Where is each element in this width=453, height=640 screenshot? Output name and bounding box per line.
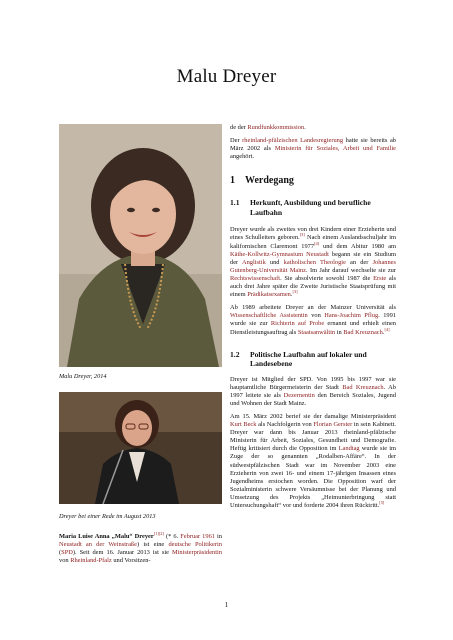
intro-paragraph bbox=[59, 530, 222, 565]
person-name: Maria Luise Anna „Malu“ Dreyer bbox=[59, 533, 154, 540]
text: und Vorsitzen- bbox=[111, 557, 151, 565]
link-landesregierung[interactable]: rheinland-pfälzischen Landesregierung bbox=[242, 137, 344, 145]
text: . bbox=[382, 328, 385, 336]
link-neustadt[interactable]: Neustadt an der Weinstraße bbox=[59, 541, 137, 549]
link-landtag[interactable]: Landtag bbox=[338, 445, 360, 453]
ref-3[interactable]: [3] bbox=[299, 232, 305, 238]
text: Der bbox=[230, 137, 243, 145]
link-spd[interactable]: SPD bbox=[61, 549, 73, 557]
paragraph-politik-1 bbox=[230, 376, 396, 408]
ref-4[interactable]: [4] bbox=[314, 240, 320, 246]
link-praedikatsexamen[interactable]: Prädikatsexamen bbox=[247, 291, 291, 299]
left-column bbox=[59, 124, 222, 565]
link-kurt-beck[interactable]: Kurt Beck bbox=[230, 421, 257, 429]
subsection-title: Politische Laufbahn auf lokaler und Landesebene bbox=[250, 349, 367, 369]
link-pflug[interactable]: Hans-Joachim Pflug bbox=[324, 312, 379, 320]
subsection-number: 1.1 bbox=[230, 198, 240, 208]
link-politician[interactable]: deutsche Politikerin bbox=[168, 541, 222, 549]
text: in bbox=[335, 328, 344, 336]
text: in sein Kabinett. Dreyer war dann bis Januar 2013 rheinland-pfälzische Ministerin für Arbeit, Soziales, Gesundheit und Demografie. Heftig kritisiert durch die Opposition im bbox=[230, 421, 396, 453]
subsection-heading-herkunft bbox=[230, 198, 396, 217]
link-birthdate[interactable]: Februar 1961 bbox=[180, 533, 215, 540]
text: . Im Jahr darauf wechselte sie zur bbox=[306, 266, 397, 274]
text: Dreyer wurde als zweites von drei Kindern einer Erzieherin und eines Schulleiters geboren. bbox=[230, 226, 396, 242]
link-bad-kreuznach[interactable]: Bad Kreuznach bbox=[343, 328, 383, 336]
text: begann sie ein Studium der bbox=[230, 250, 397, 266]
text: in bbox=[214, 533, 222, 540]
subsection-title: Herkunft, Ausbildung und berufliche Laufbahn bbox=[250, 198, 371, 217]
link-kaethe-kollwitz[interactable]: Käthe-Kollwitz-Gymnasium Neustadt bbox=[230, 250, 329, 258]
link-rheinland-pfalz[interactable]: Rheinland-Pfalz bbox=[70, 557, 112, 565]
ref-1-2[interactable]: [1][2] bbox=[153, 530, 164, 536]
text: als auch drei Jahre später die Zweite Juristische Staatsprüfung mit einem bbox=[230, 274, 396, 299]
link-ministerpraesidentin[interactable]: Ministerpräsidentin bbox=[171, 549, 222, 557]
text: Dreyer ist Mitglied der SPD. Von 1995 bis 1997 war sie hauptamtliche Bürgermeisterin der Stadt bbox=[230, 375, 396, 391]
text: (* 6. bbox=[163, 533, 181, 540]
link-dezernentin[interactable]: Dezernentin bbox=[283, 391, 315, 399]
text: . bbox=[304, 124, 306, 131]
text: ernannt und erhielt einen Dienstleistungsauftrag als bbox=[230, 320, 396, 336]
text: an der bbox=[345, 258, 373, 266]
link-staatsanwaeltin[interactable]: Staatsanwältin bbox=[297, 328, 336, 336]
link-assistentin[interactable]: Wissenschaftliche Assistentin bbox=[230, 312, 308, 320]
section-title: Werdegang bbox=[245, 175, 294, 187]
link-ministerin-soziales[interactable]: Ministerin für Soziales, Arbeit und Familie bbox=[274, 145, 396, 153]
text: . bbox=[290, 291, 293, 299]
link-rechtswissenschaft[interactable]: Rechtswissenschaft bbox=[230, 274, 281, 282]
text: ) ist eine bbox=[137, 541, 169, 549]
section-heading-werdegang bbox=[230, 175, 396, 186]
photo1-caption: Malu Dreyer, 2014 bbox=[59, 373, 107, 380]
link-erste[interactable]: Erste bbox=[373, 274, 387, 282]
text: von bbox=[307, 312, 325, 320]
subsection-number: 1.2 bbox=[230, 349, 240, 359]
text: de der bbox=[230, 124, 248, 131]
text: . Ab 1997 leitete sie als bbox=[230, 383, 396, 399]
paragraph-herkunft-2 bbox=[230, 304, 396, 336]
text: hatte sie bereits ab März 2002 als bbox=[230, 137, 396, 153]
speech-illustration bbox=[59, 392, 222, 504]
portrait-photo bbox=[59, 124, 222, 367]
link-theologie[interactable]: katholischen Theologie bbox=[283, 258, 346, 266]
text: ( bbox=[59, 549, 62, 557]
intro-paragraph-2 bbox=[230, 137, 396, 161]
speech-photo bbox=[59, 392, 222, 504]
link-richterin[interactable]: Richterin auf Probe bbox=[270, 320, 325, 328]
paragraph-herkunft-1 bbox=[230, 226, 396, 299]
subsection-heading-politik bbox=[230, 350, 396, 369]
text: ). Seit dem 16. Januar 2013 ist sie bbox=[72, 549, 172, 557]
text: angehört. bbox=[230, 153, 254, 161]
link-rundfunkkommission[interactable]: Rundfunkkommission bbox=[247, 124, 305, 131]
link-anglistik[interactable]: Anglistik bbox=[241, 258, 266, 266]
text: als Nachfolgerin von bbox=[256, 421, 314, 429]
portrait-illustration bbox=[59, 124, 222, 367]
page-number: 1 bbox=[224, 601, 229, 609]
link-bad-kreuznach[interactable]: Bad Kreuznach bbox=[342, 383, 384, 391]
intro-continued bbox=[230, 124, 396, 132]
text: und bbox=[265, 258, 284, 266]
paragraph-politik-2 bbox=[230, 413, 396, 510]
text: Nach einem Auslandsschuljahr im kalifornischen Claremont 1977 bbox=[230, 234, 396, 250]
page-title: Malu Dreyer bbox=[176, 66, 277, 87]
link-florian-gerster[interactable]: Florian Gerster bbox=[313, 421, 353, 429]
text: von bbox=[59, 557, 71, 565]
text: den Bereich Soziales, Jugend und Wohnen der Stadt Mainz. bbox=[230, 391, 396, 407]
photo2-caption: Dreyer bei einer Rede im August 2013 bbox=[59, 513, 156, 520]
ref-5[interactable]: [5] bbox=[379, 499, 385, 505]
ref-3[interactable]: [3] bbox=[292, 289, 298, 294]
text: . 1991 wurde sie zur bbox=[230, 312, 396, 328]
section-number: 1 bbox=[230, 175, 235, 187]
text: Am 15. März 2002 berief sie der damalige Ministerpräsident bbox=[230, 412, 396, 420]
text: . Sie absolvierte sowohl 1987 die bbox=[280, 274, 374, 282]
ref-4[interactable]: [4] bbox=[384, 326, 390, 332]
right-column bbox=[230, 124, 396, 510]
text: und dem Abitur 1980 am bbox=[319, 242, 396, 250]
text: wurde sie im Zuge der so genannten „Rodalben-Affäre“. In der südwestpfälzischen Stadt war im November 2003 eine Erzieherin von zwei 16- und einem 17-jährigen Insassen eines Jugendheims erstochen worden. Die Opposition warf der Sozialministerin schwere Versäumnisse bei der Planung und Umsetzung des Projekts „Heimunterbringung statt Untersuchungshaft“ vor und forderte 2004 ihren Rücktritt. bbox=[230, 445, 397, 509]
text: Ab 1989 arbeitete Dreyer an der Mainzer Universität als bbox=[230, 304, 396, 312]
link-universitaet-mainz[interactable]: Johannes Gutenberg-Universität Mainz bbox=[230, 258, 396, 274]
